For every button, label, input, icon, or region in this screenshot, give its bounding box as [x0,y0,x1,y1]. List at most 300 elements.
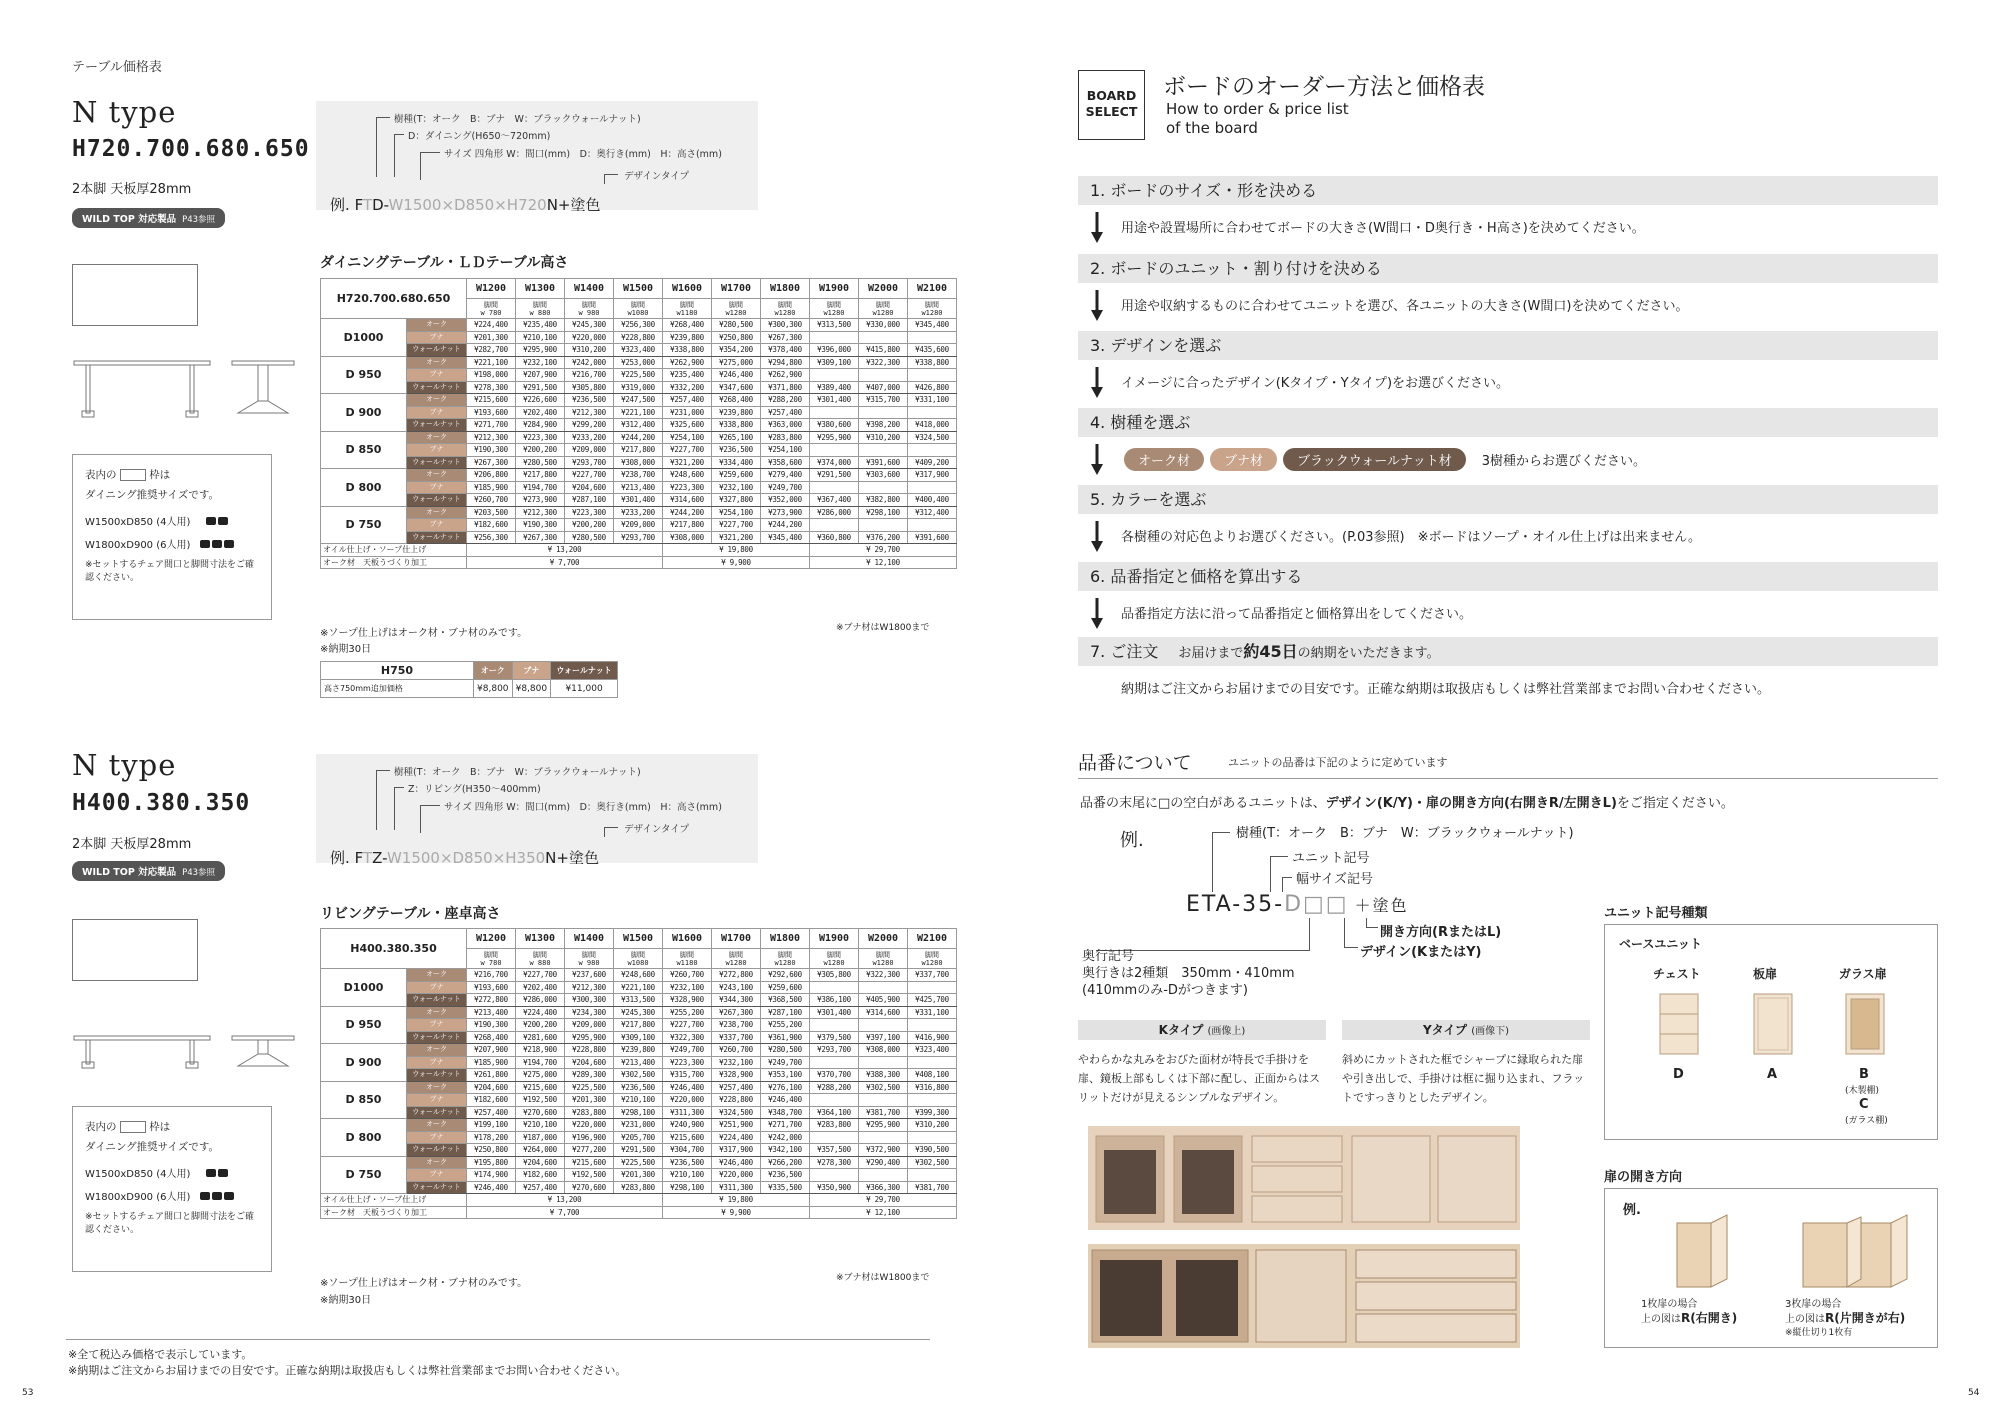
wood-label: オーク [407,394,467,407]
price-cell: ¥242,000 [761,1131,810,1144]
price-cell: ¥371,800 [761,381,810,394]
table-front-view [72,355,212,420]
price-cell: ¥260,700 [467,494,516,507]
depth-label: D 850 [321,431,407,469]
price-cell: ¥201,300 [614,1169,663,1182]
price-cell: ¥338,800 [663,344,712,357]
table-row [321,1094,957,1107]
price-cell: ¥264,000 [516,1144,565,1157]
price-cell [859,1094,908,1107]
down-arrow-icon [1090,212,1104,244]
price-cell: ¥298,100 [859,506,908,519]
price-cell [859,981,908,994]
step-7-bar: 7. ご注文 お届けまで約45日の納期をいただきます。 [1078,637,1938,666]
wood-label: ウォールナット [407,419,467,432]
price-cell: ¥357,500 [810,1144,859,1157]
price-cell: ¥366,300 [859,1181,908,1194]
price-cell: ¥236,500 [712,444,761,457]
price-cell: ¥283,800 [761,431,810,444]
price-cell: ¥321,200 [712,531,761,544]
price-cell: ¥276,100 [761,1081,810,1094]
depth-label: D1000 [321,969,407,1007]
wood-label: オーク [407,1006,467,1019]
price-cell: ¥281,600 [516,1031,565,1044]
living-table-title: リビングテーブル・座卓高さ [320,906,501,922]
wood-label: ウォールナット [407,994,467,1007]
price-cell: ¥223,300 [565,506,614,519]
price-cell: ¥259,600 [761,981,810,994]
wood-label: ウォールナット [407,1069,467,1082]
price-cell: ¥210,100 [516,1119,565,1132]
price-cell: ¥257,400 [761,406,810,419]
price-cell [810,481,859,494]
price-cell [810,1056,859,1069]
price-cell [908,1131,957,1144]
leg-width-header: 脚間 w 880 [516,299,565,319]
price-cell: ¥337,700 [908,969,957,982]
step-desc: 品番指定方法に沿って品番指定と価格算出をしてください。 [1121,607,1473,622]
price-cell: ¥257,400 [712,1081,761,1094]
price-cell: ¥273,900 [516,494,565,507]
price-cell: ¥301,400 [614,494,663,507]
price-cell: ¥287,100 [761,1006,810,1019]
price-cell: ¥289,300 [565,1069,614,1082]
wood-label: ウォールナット [407,1144,467,1157]
buna-pill: ブナ材 [1210,448,1277,471]
price-cell [810,1131,859,1144]
price-cell: ¥396,000 [810,344,859,357]
price-cell: ¥267,300 [516,531,565,544]
price-cell [908,1169,957,1182]
price-cell: ¥313,500 [614,994,663,1007]
table-side-view-2 [230,1030,296,1072]
price-cell: ¥280,500 [516,456,565,469]
wood-label: ブナ [407,1056,467,1069]
width-header: W1700 [712,929,761,949]
price-table [320,278,957,569]
table-row [321,1031,957,1044]
price-cell: ¥319,000 [614,381,663,394]
price-cell: ¥217,800 [614,1019,663,1032]
height-list-2: H400.380.350 [72,790,251,816]
price-cell: ¥345,400 [761,531,810,544]
width-header: W1400 [565,279,614,299]
price-cell: ¥271,700 [761,1119,810,1132]
price-cell: ¥308,000 [614,456,663,469]
leg-width-header: 脚間 w1280 [810,299,859,319]
price-cell: ¥233,200 [614,506,663,519]
price-cell: ¥200,200 [516,1019,565,1032]
price-cell: ¥380,600 [810,419,859,432]
step-desc: 用途や収納するものに合わせてユニットを選び、各ユニットの大きさ(W間口)を決めてください。 [1121,299,1689,314]
price-cell: ¥204,600 [516,1156,565,1169]
price-cell: ¥370,700 [810,1069,859,1082]
price-cell: ¥202,400 [516,981,565,994]
wood-label: ブナ [407,481,467,494]
price-cell: ¥372,900 [859,1144,908,1157]
bottom-note-tax: ※全て税込み価格で表示しています。 [68,1348,253,1361]
price-cell: ¥246,400 [663,1081,712,1094]
price-cell: ¥328,900 [712,1069,761,1082]
price-cell: ¥254,100 [761,444,810,457]
price-cell [908,1094,957,1107]
width-header: W1800 [761,929,810,949]
price-cell: ¥217,800 [614,444,663,457]
price-cell [908,1019,957,1032]
price-cell: ¥201,300 [467,331,516,344]
price-cell: ¥379,500 [810,1031,859,1044]
note-buna-2: ※ブナ材はW1800まで [836,1273,930,1283]
hinban-line-3: 幅サイズ記号 [1296,872,1373,887]
price-cell: ¥332,200 [663,381,712,394]
price-cell: ¥251,900 [712,1119,761,1132]
price-cell [810,444,859,457]
table-row [321,469,957,482]
price-cell: ¥239,800 [712,406,761,419]
table-row [321,356,957,369]
price-cell: ¥409,200 [908,456,957,469]
price-cell [859,1056,908,1069]
price-cell: ¥348,700 [761,1106,810,1119]
price-cell: ¥205,700 [614,1131,663,1144]
n-type-title-2: N type [72,748,177,782]
wild-top-tag: WILD TOP 対応製品 P43参照 [72,208,225,228]
price-cell: ¥301,400 [810,1006,859,1019]
price-cell: ¥207,900 [467,1044,516,1057]
price-cell: ¥293,700 [810,1044,859,1057]
price-cell: ¥232,100 [712,481,761,494]
legs-spec-2: 2本脚 天板厚28mm [72,837,192,852]
price-cell: ¥386,100 [810,994,859,1007]
price-cell: ¥335,500 [761,1181,810,1194]
wood-label: オーク [407,1081,467,1094]
price-cell: ¥190,300 [467,1019,516,1032]
wood-label: オーク [407,469,467,482]
h750-price-table: H750 オーク ブナ ウォールナット 高さ750mm追加価格 ¥8,800 ¥8,800 ¥11,000 [320,661,618,698]
price-cell: ¥232,100 [712,1056,761,1069]
unit-types-box: ベースユニット チェスト 板扉 ガラス扉 D A B (木製棚) C (ガラス棚) [1604,924,1938,1140]
price-cell: ¥246,400 [712,1156,761,1169]
price-cell: ¥207,900 [516,369,565,382]
price-cell: ¥220,000 [565,331,614,344]
price-cell: ¥236,500 [663,1156,712,1169]
price-cell: ¥426,800 [908,381,957,394]
code-example-box-2: 樹種(T：オーク B：ブナ W：ブラックウォールナット) Z：リビング(H350～400mm) サイズ 四角形 W：間口(mm) D：奥行き(mm) H：高さ(mm) デザインタイプ 例. FTZ-W1500×D850×H350N+塗色 [316,754,758,863]
price-cell: ¥283,800 [614,1181,663,1194]
price-cell: ¥236,500 [565,394,614,407]
price-cell: ¥244,200 [663,506,712,519]
hinban-sub: ユニットの品番は下記のように定めています [1228,756,1448,769]
width-header: W1900 [810,279,859,299]
price-cell: ¥299,200 [565,419,614,432]
wood-label: オーク [407,356,467,369]
price-cell: ¥314,600 [859,1006,908,1019]
price-cell: ¥246,400 [712,369,761,382]
price-cell: ¥275,000 [516,1069,565,1082]
price-cell: ¥225,500 [565,1081,614,1094]
price-cell: ¥220,000 [712,1169,761,1182]
price-cell: ¥280,500 [565,531,614,544]
price-cell: ¥255,200 [761,1019,810,1032]
wood-label: ウォールナット [407,344,467,357]
table-row [321,1056,957,1069]
unit-types-title: ユニット記号種類 [1604,906,1708,921]
price-cell: ¥221,100 [614,981,663,994]
price-cell: ¥363,000 [761,419,810,432]
price-cell: ¥225,500 [614,369,663,382]
wood-label: オーク [407,506,467,519]
price-cell: ¥250,800 [712,331,761,344]
right-subtitle-1: How to order & price list [1166,100,1349,118]
price-cell: ¥311,300 [663,1106,712,1119]
width-header: W1500 [614,279,663,299]
price-cell: ¥312,400 [614,419,663,432]
price-cell: ¥382,800 [859,494,908,507]
table-front-view-2 [72,1030,212,1072]
step-bar: 2. ボードのユニット・割り付けを決める [1078,254,1938,283]
table-row [321,319,957,332]
price-cell: ¥199,100 [467,1119,516,1132]
price-cell [908,519,957,532]
wood-label: ブナ [407,406,467,419]
price-cell: ¥283,800 [565,1106,614,1119]
leg-width-header: 脚間 w1080 [614,299,663,319]
page-number-right: 54 [1968,1388,1980,1398]
price-cell: ¥352,000 [761,494,810,507]
price-cell: ¥260,700 [712,1044,761,1057]
hinban-line-4: 開き方向(RまたはL) [1380,925,1502,940]
table-row [321,1069,957,1082]
wood-label: オーク [407,1044,467,1057]
price-cell: ¥405,900 [859,994,908,1007]
price-cell: ¥250,800 [467,1144,516,1157]
width-header: W2000 [859,279,908,299]
price-cell: ¥364,100 [810,1106,859,1119]
price-cell: ¥213,400 [467,1006,516,1019]
price-cell: ¥360,800 [810,531,859,544]
price-cell: ¥206,800 [467,469,516,482]
price-cell: ¥216,700 [565,369,614,382]
price-cell: ¥196,900 [565,1131,614,1144]
table-row [321,494,957,507]
price-cell: ¥321,200 [663,456,712,469]
price-cell: ¥272,800 [712,969,761,982]
step-desc: 各樹種の対応色よりお選びください。(P.03参照) ※ボードはソープ・オイル仕上げは出来ません。 [1121,530,1702,545]
price-cell: ¥302,500 [859,1081,908,1094]
price-cell: ¥259,600 [712,469,761,482]
wood-label: ウォールナット [407,531,467,544]
wood-label: ブナ [407,1131,467,1144]
living-price-table [320,928,957,1219]
price-cell: ¥187,000 [516,1131,565,1144]
price-cell: ¥376,200 [859,531,908,544]
table-row [321,481,957,494]
price-cell: ¥217,800 [663,519,712,532]
width-header: W1400 [565,929,614,949]
price-cell: ¥235,400 [663,369,712,382]
price-cell: ¥224,400 [516,1006,565,1019]
price-cell: ¥282,700 [467,344,516,357]
price-cell: ¥223,300 [663,481,712,494]
price-cell: ¥215,600 [467,394,516,407]
k-type-photo [1088,1126,1520,1230]
price-cell: ¥244,200 [614,431,663,444]
chest-unit-icon [1659,993,1699,1055]
leg-width-header: 脚間 w 980 [565,299,614,319]
seat-6-icon [198,540,234,551]
price-cell: ¥288,200 [810,1081,859,1094]
price-cell: ¥253,000 [614,356,663,369]
leg-width-header: 脚間 w1280 [761,949,810,969]
wood-label: オーク [407,1119,467,1132]
price-cell [859,1169,908,1182]
price-cell: ¥435,600 [908,344,957,357]
triple-door-icon [1801,1213,1911,1289]
price-cell: ¥221,100 [467,356,516,369]
section-label: テーブル価格表 [72,60,162,75]
price-cell: ¥240,900 [663,1119,712,1132]
price-cell: ¥231,000 [614,1119,663,1132]
price-cell: ¥324,500 [712,1106,761,1119]
price-cell: ¥361,900 [761,1031,810,1044]
price-cell: ¥182,600 [516,1169,565,1182]
price-cell: ¥247,500 [614,394,663,407]
y-type-bar: Yタイプ (画像下) [1342,1020,1590,1040]
table-row [321,431,957,444]
price-cell: ¥295,900 [810,431,859,444]
price-cell: ¥249,700 [761,1056,810,1069]
depth-label: D 800 [321,469,407,507]
price-cell: ¥182,600 [467,519,516,532]
table-row [321,531,957,544]
price-cell [810,981,859,994]
table-row: オイル仕上げ・ソープ仕上げ ¥ 13,200 ¥ 19,800 ¥ 29,700 [321,1194,957,1207]
price-cell: ¥227,700 [663,444,712,457]
price-cell: ¥256,300 [614,319,663,332]
n-type-title: N type [72,95,177,129]
leg-width-header: 脚間 w1280 [908,949,957,969]
leg-width-header: 脚間 w 780 [467,299,516,319]
note-lead-time-1: ※納期30日 [320,644,372,655]
price-cell: ¥317,900 [908,469,957,482]
y-type-desc: 斜めにカットされた框でシャープに縁取られた扉や引き出しで、手掛けは框に掘り込まれ、フラットですっきりとしたデザイン。 [1342,1053,1585,1104]
price-cell: ¥295,900 [516,344,565,357]
leg-width-header: 脚間 w1280 [712,949,761,969]
price-cell: ¥345,400 [908,319,957,332]
price-cell: ¥223,300 [663,1056,712,1069]
price-cell: ¥203,500 [467,506,516,519]
leg-width-header: 脚間 w1280 [712,299,761,319]
price-cell: ¥245,300 [614,1006,663,1019]
price-cell: ¥337,700 [712,1031,761,1044]
price-cell: ¥268,400 [712,394,761,407]
price-cell: ¥267,300 [467,456,516,469]
price-cell: ¥331,100 [908,394,957,407]
table-row [321,506,957,519]
price-cell: ¥216,700 [467,969,516,982]
width-header: W1700 [712,279,761,299]
price-cell: ¥267,300 [761,331,810,344]
price-cell: ¥192,500 [516,1094,565,1107]
price-cell: ¥275,000 [712,356,761,369]
price-cell: ¥334,400 [712,456,761,469]
price-cell: ¥416,900 [908,1031,957,1044]
price-cell: ¥313,500 [810,319,859,332]
price-cell: ¥265,100 [712,431,761,444]
price-cell: ¥323,400 [908,1044,957,1057]
leg-width-header: 脚間 w 880 [516,949,565,969]
price-cell: ¥295,900 [859,1119,908,1132]
leg-width-header: 脚間 w1280 [761,299,810,319]
price-cell: ¥308,000 [859,1044,908,1057]
price-cell: ¥286,000 [516,994,565,1007]
hinban-line-5: デザイン(KまたはY) [1360,945,1482,960]
leg-width-header: 脚間 w1280 [908,299,957,319]
price-cell: ¥178,200 [467,1131,516,1144]
price-cell: ¥300,300 [761,319,810,332]
price-cell: ¥193,600 [467,406,516,419]
price-cell [908,369,957,382]
table-side-view [230,355,296,420]
price-cell [908,406,957,419]
price-cell: ¥220,000 [565,1119,614,1132]
leg-width-header: 脚間 w1280 [859,299,908,319]
depth-label: D 800 [321,1119,407,1157]
price-cell: ¥232,100 [663,981,712,994]
seat-4-icon [204,1169,228,1180]
glass-door-unit-icon [1845,993,1885,1055]
price-cell: ¥368,500 [761,994,810,1007]
price-cell: ¥268,400 [467,1031,516,1044]
price-cell: ¥227,700 [712,519,761,532]
legs-spec: 2本脚 天板厚28mm [72,182,192,197]
depth-2: 奥行きは2種類 350mm・410mm [1082,966,1295,981]
price-cell: ¥315,700 [859,394,908,407]
wood-label: ブナ [407,1019,467,1032]
price-cell: ¥234,300 [565,1006,614,1019]
table-row [321,456,957,469]
price-cell: ¥244,200 [761,519,810,532]
price-cell: ¥257,400 [467,1106,516,1119]
dining-price-table [320,278,957,569]
price-cell: ¥227,700 [565,469,614,482]
price-cell: ¥200,200 [516,444,565,457]
price-cell: ¥315,700 [663,1069,712,1082]
price-cell [859,331,908,344]
price-cell: ¥174,900 [467,1169,516,1182]
table-row [321,1106,957,1119]
dining-table-title: ダイニングテーブル・ＬＤテーブル高さ [320,255,569,271]
depth-label: D1000 [321,319,407,357]
price-cell: ¥367,400 [810,494,859,507]
hinban-code: ETA-35-D□□ ＋塗色 [1186,892,1409,917]
depth-label: D 850 [321,1081,407,1119]
height-list: H720.700.680.650 [72,136,310,162]
bottom-divider [66,1339,930,1340]
table-row [321,444,957,457]
price-cell: ¥246,400 [467,1181,516,1194]
table-row [321,419,957,432]
table-row [321,1044,957,1057]
price-cell [908,1056,957,1069]
price-cell: ¥302,500 [614,1069,663,1082]
price-cell [859,369,908,382]
price-cell: ¥194,700 [516,1056,565,1069]
price-cell [810,331,859,344]
wood-label: オーク [407,431,467,444]
price-cell: ¥198,000 [467,369,516,382]
price-cell: ¥293,700 [565,456,614,469]
